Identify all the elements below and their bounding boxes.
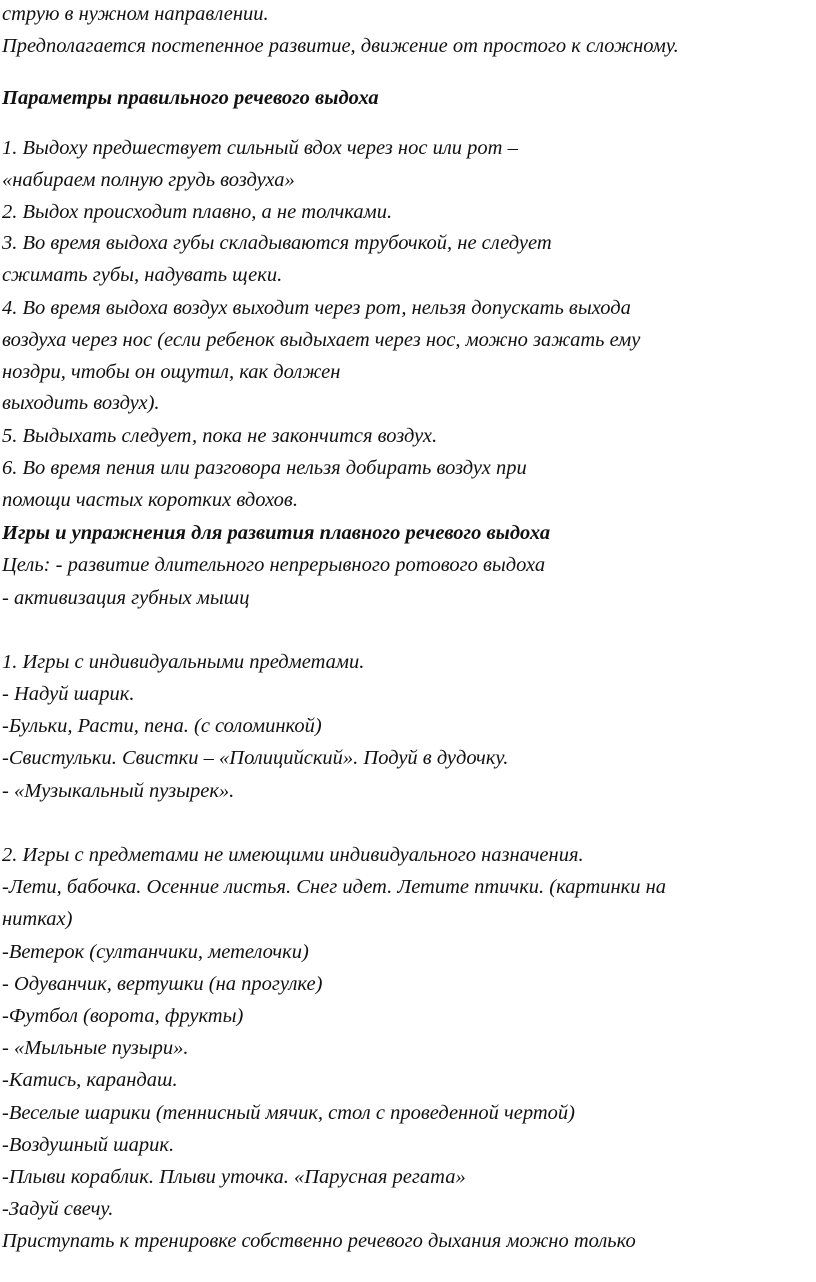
text-line: 3. Во время выдоха губы складываются трубочкой, не следует [2,232,552,254]
text-line: - активизация губных мышц [2,587,250,609]
text-line: -Веселые шарики (теннисный мячик, стол с проведенной чертой) [2,1102,575,1124]
text-line: 1. Выдоху предшествует сильный вдох через нос или рот – [2,137,518,159]
section-heading: Параметры правильного речевого выдоха [2,87,379,109]
text-line: -Лети, бабочка. Осенние листья. Снег идет. Летите птички. (картинки на [2,876,667,898]
text-line: 2. Выдох происходит плавно, а не толчками. [2,201,393,223]
text-line: - Одуванчик, вертушки (на прогулке) [2,973,323,995]
text-line: 2. Игры с предметами не имеющими индивидуального назначения. [2,844,584,866]
text-line: нитках) [2,908,73,930]
text-line: Предполагается постепенное развитие, движение от простого к сложному. [2,35,679,57]
text-line: - «Мыльные пузыри». [2,1037,189,1059]
text-line: -Воздушный шарик. [2,1134,175,1156]
text-line: -Ветерок (султанчики, метелочки) [2,941,309,963]
text-line: - «Музыкальный пузырек». [2,780,235,802]
text-line: -Катись, карандаш. [2,1069,178,1091]
text-line: выходить воздух). [2,392,160,414]
text-line: Цель: - развитие длительного непрерывного ротового выдоха [2,554,546,576]
text-line: помощи частых коротких вдохов. [2,489,298,511]
text-line: 5. Выдыхать следует, пока не закончится воздух. [2,425,438,447]
text-line: -Свистульки. Свистки – «Полицийский». Подуй в дудочку. [2,747,509,769]
text-line: 6. Во время пения или разговора нельзя добирать воздух при [2,457,527,479]
text-line: 1. Игры с индивидуальными предметами. [2,651,365,673]
text-line: -Футбол (ворота, фрукты) [2,1005,244,1027]
text-line: - Надуй шарик. [2,683,135,705]
text-line: струю в нужном направлении. [2,3,269,25]
text-line: -Бульки, Расти, пена. (с соломинкой) [2,715,322,737]
text-line: Приступать к тренировке собственно речевого дыхания можно только [2,1230,636,1252]
text-line: -Плыви кораблик. Плыви уточка. «Парусная регата» [2,1166,466,1188]
text-line: воздуха через нос (если ребенок выдыхает через нос, можно зажать ему [2,329,641,351]
text-line: 4. Во время выдоха воздух выходит через рот, нельзя допускать выхода [2,297,631,319]
text-line: ноздри, чтобы он ощутил, как должен [2,361,341,383]
section-heading: Игры и упражнения для развития плавного речевого выдоха [2,522,551,544]
text-line: «набираем полную грудь воздуха» [2,169,295,191]
text-line: -Задуй свечу. [2,1198,114,1220]
text-line: сжимать губы, надувать щеки. [2,264,283,286]
